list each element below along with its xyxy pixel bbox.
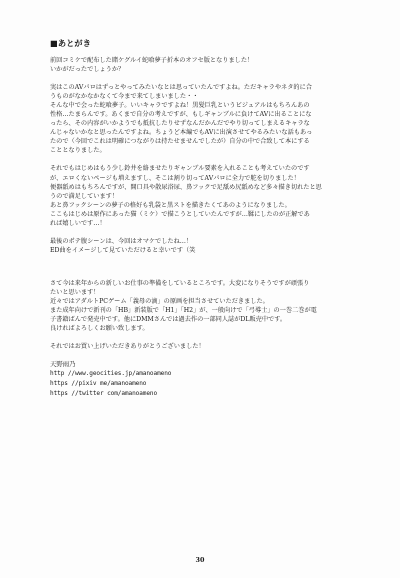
paragraph-bonus xyxy=(50,237,350,255)
text-line: 実はこのAVパロはずっとやってみたいなとは思っていたんですよね。ただキャラやネタ的に合 xyxy=(50,84,312,92)
text-line: れば嬉しいです…！ xyxy=(50,219,106,227)
website-link: http //www.geocities.jp/amanoameno xyxy=(50,370,172,378)
text-line: ED曲をイメージして見ていただけると幸いです（笑 xyxy=(50,246,196,254)
afterword-content xyxy=(50,38,350,399)
text-line: それでもはじめはもう少し鈴井を絡ませたりギャンブル要素を入れることも考えていたのです xyxy=(50,165,310,173)
text-line: 便器舐めはもちろんですが、開口具や散尿浴尿、鼻フックで足舐め尻舐めなど多々描き切れたと思 xyxy=(50,183,322,191)
text-line: 近々ではアダルトPCゲーム「義母の滴」の原画を担当させていただきました。 xyxy=(50,297,269,305)
text-line: うので満足しています！ xyxy=(50,192,119,200)
author-links xyxy=(50,369,350,399)
text-line: 性格…たまらんです。あくまで自分の考えですが、もしギャンブルに負けてAVに出ることにな xyxy=(50,111,312,119)
text-line: ったら、その内容がいかようでも抵抗したりせずなんだかんだでやり切ってしまえるキャラな xyxy=(50,120,310,128)
pixiv-link: https //pixiv me/amanoameno xyxy=(50,380,147,388)
text-line: うものがなかなかなくて今まで来てしまいました・・ xyxy=(50,93,199,101)
afterword-heading: ■あとがき xyxy=(50,38,91,48)
text-line: たので（今回でこれは明確につながりは持たせませんでしたが）自分の中で合致して本にする xyxy=(50,138,310,146)
text-line: 前回コミケで配布した賭ケグルイ蛇喰夢子折本のオフセ版となりました！ xyxy=(50,57,254,64)
text-line: んじゃないかなと思ったんですよね。ちょうど本編でもAVに出演させてやるみたいな話もあっ xyxy=(50,129,313,137)
text-line: 子書籍ばんで発売中です。他にDMMさんでは過去作の一部同人誌がDL販売中です。 xyxy=(50,316,287,324)
text-line: また成年向けで新刊の「HB」新装版で「H1」「H2」が、一般向けで「弓導士」の一巻二巻が電 xyxy=(50,307,317,315)
twitter-link: https //twitter com/amanoameno xyxy=(50,390,158,398)
text-line: いかがだったでしょうか？ xyxy=(50,66,125,74)
text-line: そんな中で会った蛇喰夢子。いいキャラですよね！黒髪巨乳というビジュアルはもちろんあの xyxy=(50,102,310,110)
paragraph-news xyxy=(50,279,350,333)
paragraph-concept xyxy=(50,83,350,155)
text-line: こととなりました。 xyxy=(50,147,106,155)
text-line: が、エロくないページも増えますし、そこは割り切ってAVパロに全力で舵を切りました！ xyxy=(50,174,300,182)
text-line: あと鼻フックシーンの夢子の格好も乳袋と黒ストを描きたくてあのようになりました。 xyxy=(50,201,291,209)
text-line: 最後のポテ腹シーンは、今回はオマケでしたね…！ xyxy=(50,237,193,245)
text-line: それではお買い上げいただきありがとうございました！ xyxy=(50,343,205,351)
text-line: たいと思います！ xyxy=(50,288,100,296)
paragraph-intro xyxy=(50,56,350,74)
text-line: 良ければよろしくお願い致します。 xyxy=(50,325,149,333)
paragraph-thanks xyxy=(50,342,350,351)
text-line: ここもはじめは原作にあった猫（ミケ）で描こうとしていたんですが…鞣にしたのが正解であ xyxy=(50,210,310,218)
author-name: 天野雨乃 xyxy=(50,360,76,369)
page-number: 30 xyxy=(195,556,205,564)
paragraph-content-notes xyxy=(50,164,350,227)
text-line: さて今は来年からの新しいお仕事の準備をしているところです。大変になりそうですが頑張り xyxy=(50,279,310,287)
